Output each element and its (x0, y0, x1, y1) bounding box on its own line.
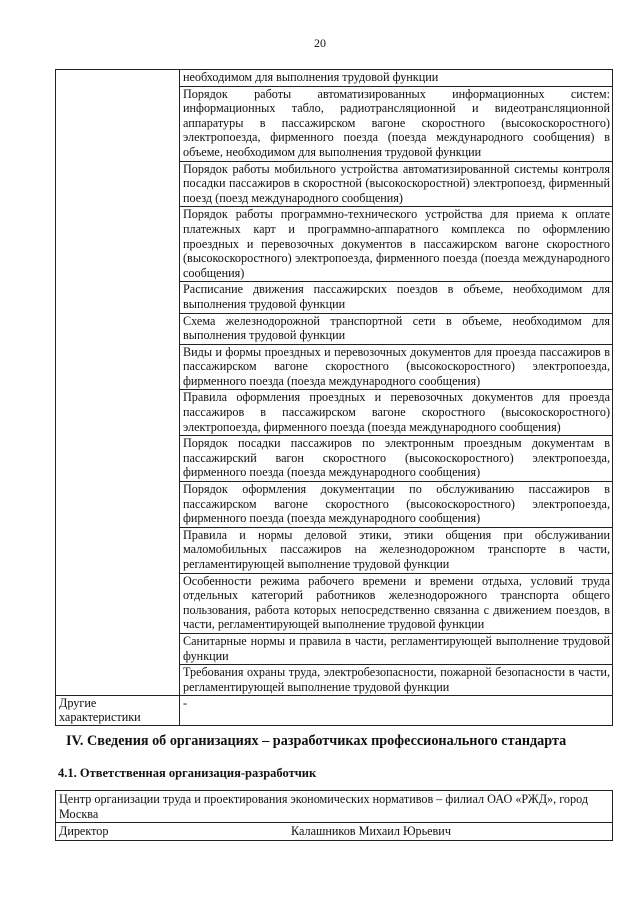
position-label: Директор (59, 824, 109, 839)
organization-table (55, 790, 613, 841)
other-characteristics-row (56, 696, 613, 726)
knowledge-item: Расписание движения пассажирских поездов в объеме, необходимом для выполнения трудовой функции (180, 282, 613, 313)
knowledge-item: Порядок работы программно-технического устройства для приема к оплате платежных карт и программно-аппаратного комплекса по оформлению проездных и перевозочных документов в пассажирском вагоне скоростного (высокоскоростного) электропоезда, фирменного поезда (поезда международного сообщения) (180, 207, 613, 282)
section-title: IV. Сведения об организациях – разработчиках профессионального стандарта (66, 733, 567, 749)
knowledge-item: Порядок оформления документации по обслуживанию пассажиров в пассажирском вагоне скоростного (высокоскоростного) электропоезда, фирменного поезда (поезда международного сообщения) (180, 482, 613, 528)
knowledge-item: Особенности режима рабочего времени и времени отдыха, условий труда отдельных категорий работников железнодорожного транспорта общего пользования, работа которых непосредственно связанна с движением поездов, в части, регламентирующей выполнение трудовой функции (180, 573, 613, 633)
left-empty-cell (56, 70, 180, 696)
knowledge-item: Порядок работы автоматизированных информационных систем: информационных табло, радиотрансляционной и видеотрансляционной аппаратуры в пассажирском вагоне скоростного (высокоскоростного) электропоезда, фирменного поезда (поезда международного сообщения) в объеме, необходимом для выполнения трудовой функции (180, 86, 613, 161)
knowledge-item: Порядок посадки пассажиров по электронным проездным документам в пассажирский вагон скоростного (высокоскоростного) электропоезда, фирменного поезда (поезда международного сообщения) (180, 436, 613, 482)
knowledge-table (55, 69, 613, 726)
other-characteristics-value: - (180, 696, 613, 726)
knowledge-item: Требования охраны труда, электробезопасности, пожарной безопасности в части, регламентирующей выполнение трудовой функции (180, 665, 613, 696)
knowledge-item: Порядок работы мобильного устройства автоматизированной системы контроля посадки пассажиров в скоростной (высокоскоростной) электропоезд, фирменный поезд (поезд международного сообщения) (180, 161, 613, 207)
subsection-title: 4.1. Ответственная организация-разработчик (58, 766, 317, 780)
table-row (56, 823, 613, 841)
director-cell (56, 823, 613, 841)
knowledge-item: Схема железнодорожной транспортной сети в объеме, необходимом для выполнения трудовой функции (180, 313, 613, 344)
person-name: Калашников Михаил Юрьевич (291, 824, 451, 839)
knowledge-item: необходимом для выполнения трудовой функции (180, 70, 613, 87)
other-characteristics-label: Другие характеристики (56, 696, 180, 726)
knowledge-item: Санитарные нормы и правила в части, регламентирующей выполнение трудовой функции (180, 633, 613, 664)
knowledge-item: Правила и нормы деловой этики, этики общения при обслуживании маломобильных пассажиров на железнодорожном транспорте в части, регламентирующей выполнение трудовой функции (180, 527, 613, 573)
page-number: 20 (314, 36, 326, 50)
organization-name: Центр организации труда и проектирования экономических нормативов – филиал ОАО «РЖД», город Москва (56, 791, 613, 823)
knowledge-item: Виды и формы проездных и перевозочных документов для проезда пассажиров в пассажирском вагоне скоростного (высокоскоростного) электропоезда, фирменного поезда (поезда международного сообщения) (180, 344, 613, 390)
table-row (56, 791, 613, 823)
table-row (56, 70, 613, 87)
knowledge-item: Правила оформления проездных и перевозочных документов для проезда пассажиров в пассажирском вагоне скоростного (высокоскоростного) электропоезда, фирменного поезда (поезда международного сообщения) (180, 390, 613, 436)
